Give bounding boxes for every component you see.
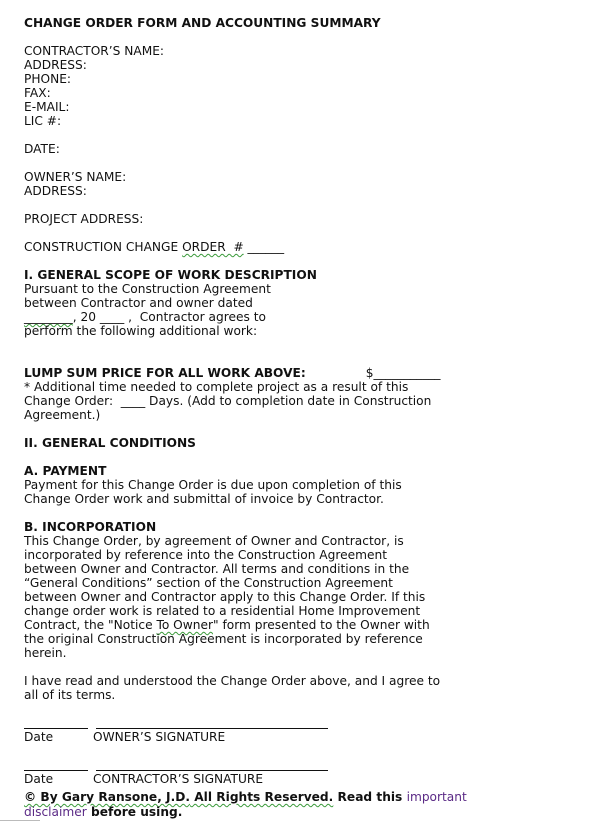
- date-label: DATE:: [24, 142, 60, 156]
- change-order-prefix: CONSTRUCTION CHANGE: [24, 240, 183, 254]
- acknowledgment-line2: all of its terms.: [24, 688, 116, 702]
- contractor-fax-label: FAX:: [24, 86, 51, 100]
- read-text: Read this: [333, 790, 407, 804]
- notice-to-owner-text: To Owner: [156, 618, 213, 632]
- lump-sum-label: LUMP SUM PRICE FOR ALL WORK ABOVE:: [24, 366, 306, 380]
- acknowledgment-line1: I have read and understood the Change Order above, and I agree to: [24, 674, 441, 688]
- incorporation-heading: B. INCORPORATION: [24, 520, 157, 534]
- incorporation-line7-start: Contract, the "Notice: [24, 618, 157, 632]
- copyright-text: © By Gary Ransone, J.D.: [24, 790, 190, 804]
- payment-heading: A. PAYMENT: [24, 464, 107, 478]
- rights-text: All Rights Reserved.: [189, 790, 334, 804]
- contractor-signature-label: CONTRACTOR’S SIGNATURE: [93, 772, 264, 786]
- incorporation-line5: between Owner and Contractor apply to this Change Order. If this: [24, 590, 426, 604]
- payment-line2: Change Order work and submittal of invoice by Contractor.: [24, 492, 384, 506]
- incorporation-line1: This Change Order, by agreement of Owner and Contractor, is: [24, 534, 404, 548]
- contractor-signature-line[interactable]: [96, 770, 328, 771]
- owner-signature-lines: [24, 716, 610, 730]
- contractor-date-label: Date: [24, 772, 54, 786]
- incorporation-line6: change order work is related to a residential Home Improvement: [24, 604, 421, 618]
- incorporation-line3: between Owner and Contractor. All terms and conditions in the: [24, 562, 410, 576]
- incorporation-line9: herein.: [24, 646, 67, 660]
- contractor-signature-lines: [24, 758, 610, 772]
- contractor-email-label: E-MAIL:: [24, 100, 70, 114]
- payment-line1: Payment for this Change Order is due upon completion of this: [24, 478, 402, 492]
- owner-signature-labels: [24, 730, 610, 744]
- project-address-label: PROJECT ADDRESS:: [24, 212, 144, 226]
- additional-time-line3: Agreement.): [24, 408, 101, 422]
- section1-line4: perform the following additional work:: [24, 324, 258, 338]
- owner-date-line[interactable]: [24, 728, 88, 729]
- incorporation-line4: “General Conditions” section of the Construction Agreement: [24, 576, 393, 590]
- incorporation-line8: the original Construction Agreement is incorporated by reference: [24, 632, 423, 646]
- owner-signature-label: OWNER’S SIGNATURE: [93, 730, 226, 744]
- section1-line1: Pursuant to the Construction Agreement: [24, 282, 271, 296]
- owner-date-label: Date: [24, 730, 54, 744]
- section1-heading: I. GENERAL SCOPE OF WORK DESCRIPTION: [24, 268, 317, 282]
- contractor-date-line[interactable]: [24, 770, 88, 771]
- incorporation-line7-end: " form presented to the Owner with: [212, 618, 430, 632]
- section1-date-blank: ________: [24, 310, 73, 324]
- additional-time-line2: Change Order: ____ Days. (Add to completion date in Construction: [24, 394, 432, 408]
- before-using-text: before using.: [86, 805, 183, 819]
- section2-heading: II. GENERAL CONDITIONS: [24, 436, 196, 450]
- section1-line2: between Contractor and owner dated: [24, 296, 253, 310]
- incorporation-line2: incorporated by reference into the Construction Agreement: [24, 548, 387, 562]
- disclaimer-link[interactable]: disclaimer: [24, 805, 87, 819]
- section1-line3-rest: , 20 ____ , Contractor agrees to: [72, 310, 266, 324]
- change-order-number-line: [24, 240, 610, 254]
- owner-address-label: ADDRESS:: [24, 184, 87, 198]
- change-order-blank: ______: [243, 240, 285, 254]
- lump-sum-amount: $___________: [365, 366, 441, 380]
- change-order-word: ORDER #: [182, 240, 244, 254]
- contractor-name-label: CONTRACTOR’S NAME:: [24, 44, 165, 58]
- additional-time-line1: * Additional time needed to complete project as a result of this: [24, 380, 409, 394]
- footer-line2: [24, 805, 610, 820]
- document-title: CHANGE ORDER FORM AND ACCOUNTING SUMMARY: [24, 16, 381, 30]
- change-order-document: [24, 16, 610, 786]
- contractor-address-label: ADDRESS:: [24, 58, 87, 72]
- incorporation-line7: [24, 618, 610, 632]
- contractor-signature-labels: [24, 772, 610, 786]
- footer-notice: [24, 790, 610, 820]
- footer-line1: [24, 790, 610, 805]
- lump-sum-line: [24, 366, 610, 380]
- contractor-phone-label: PHONE:: [24, 72, 72, 86]
- contractor-lic-label: LIC #:: [24, 114, 62, 128]
- section1-line3: [24, 310, 610, 324]
- owner-signature-line[interactable]: [96, 728, 328, 729]
- important-link[interactable]: important: [406, 790, 467, 804]
- owner-name-label: OWNER’S NAME:: [24, 170, 127, 184]
